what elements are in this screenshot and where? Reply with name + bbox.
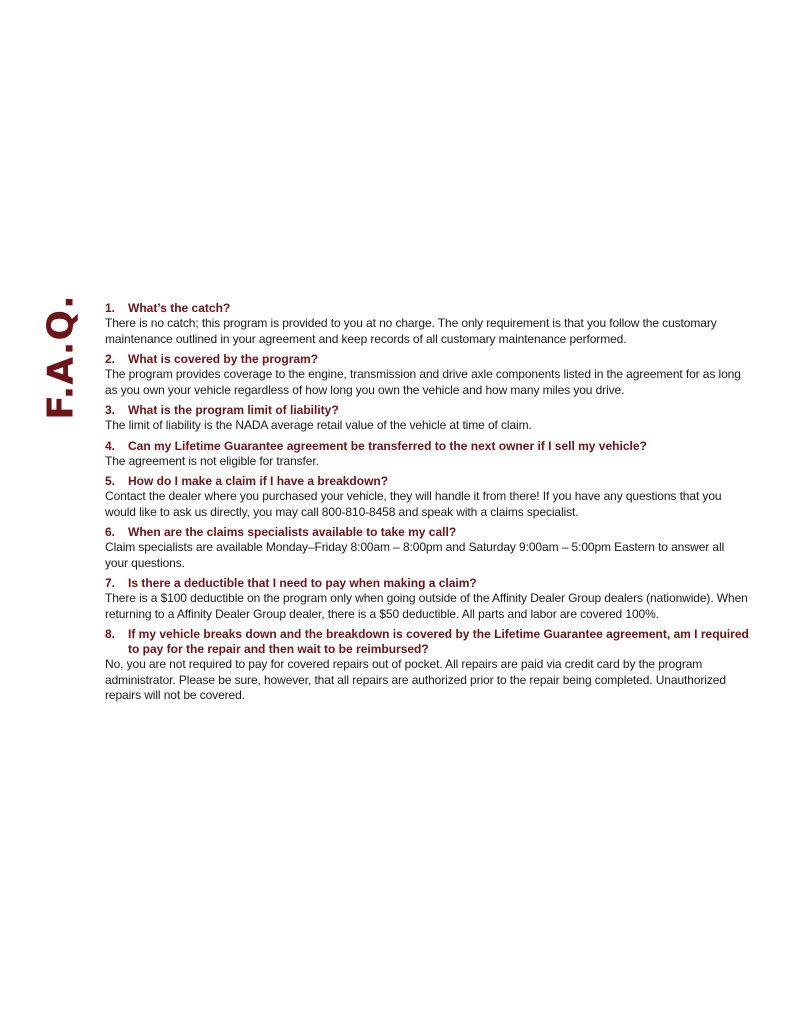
faq-item — [105, 439, 750, 470]
faq-answer: There is a $100 deductible on the program only when going outside of the Affinity Dealer Group dealers (nationwide). When returning to a Affinity Dealer Group dealer, there is a $50 deductible. All parts and labor are covered 100%. — [105, 591, 748, 621]
faq-item — [105, 627, 750, 704]
faq-answer: The limit of liability is the NADA average retail value of the vehicle at time of claim. — [105, 418, 532, 432]
faq-answer: There is no catch; this program is provided to you at no charge. The only requirement is that you follow the customary maintenance outlined in your agreement and keep records of all customary maintenance performed. — [105, 316, 717, 346]
faq-question — [105, 627, 750, 657]
question-text: What is covered by the program? — [128, 352, 319, 366]
question-text: How do I make a claim if I have a breakdown? — [128, 474, 389, 488]
faq-item — [105, 525, 750, 571]
question-text: What’s the catch? — [128, 301, 231, 315]
faq-question — [105, 576, 750, 591]
question-text: Can my Lifetime Guarantee agreement be transferred to the next owner if I sell my vehicle? — [128, 438, 647, 453]
question-number: 8. — [105, 627, 116, 641]
faq-item — [105, 403, 750, 434]
question-number: 1. — [105, 301, 116, 315]
question-number: 7. — [105, 576, 116, 590]
faq-answer: The agreement is not eligible for transfer. — [105, 453, 319, 468]
faq-question — [105, 525, 750, 540]
question-text: What is the program limit of liability? — [128, 403, 339, 417]
faq-item — [105, 301, 750, 347]
faq-question — [105, 352, 750, 367]
faq-item — [105, 474, 750, 520]
faq-title: F.A.Q. — [40, 294, 82, 420]
question-number: 2. — [105, 352, 116, 366]
faq-item — [105, 352, 750, 398]
question-text: If my vehicle breaks down and the breakdown is covered by the Lifetime Guarantee agreement, am I required to pay for the repair and then wait to be reimbursed? — [128, 627, 749, 656]
faq-answer: Claim specialists are available Monday–Friday 8:00am – 8:00pm and Saturday 9:00am – 5:00pm Eastern to answer all your questions. — [105, 540, 725, 570]
faq-answer: No, you are not required to pay for covered repairs out of pocket. All repairs are paid via credit card by the program administrator. Please be sure, however, that all repairs are authorized prior to the repair being completed. Unauthorized repairs will not be covered. — [105, 657, 726, 702]
question-text: Is there a deductible that I need to pay when making a claim? — [128, 576, 477, 590]
faq-question — [105, 403, 750, 418]
faq-question — [105, 301, 750, 316]
faq-answer: Contact the dealer where you purchased your vehicle, they will handle it from there! If you have any questions that you would like to ask us directly, you may call 800-810-8458 and speak with a claims specialist. — [105, 489, 722, 519]
question-number: 3. — [105, 403, 116, 417]
question-number: 4. — [105, 438, 116, 453]
question-text: When are the claims specialists available to take my call? — [128, 525, 457, 539]
faq-item — [105, 576, 750, 622]
faq-question — [105, 474, 750, 489]
question-number: 5. — [105, 474, 116, 488]
faq-question — [105, 439, 750, 454]
faq-list — [105, 301, 750, 709]
question-number: 6. — [105, 525, 116, 539]
faq-answer: The program provides coverage to the engine, transmission and drive axle components listed in the agreement for as long as you own your vehicle regardless of how long you own the vehicle and how many miles you drive. — [105, 367, 741, 397]
